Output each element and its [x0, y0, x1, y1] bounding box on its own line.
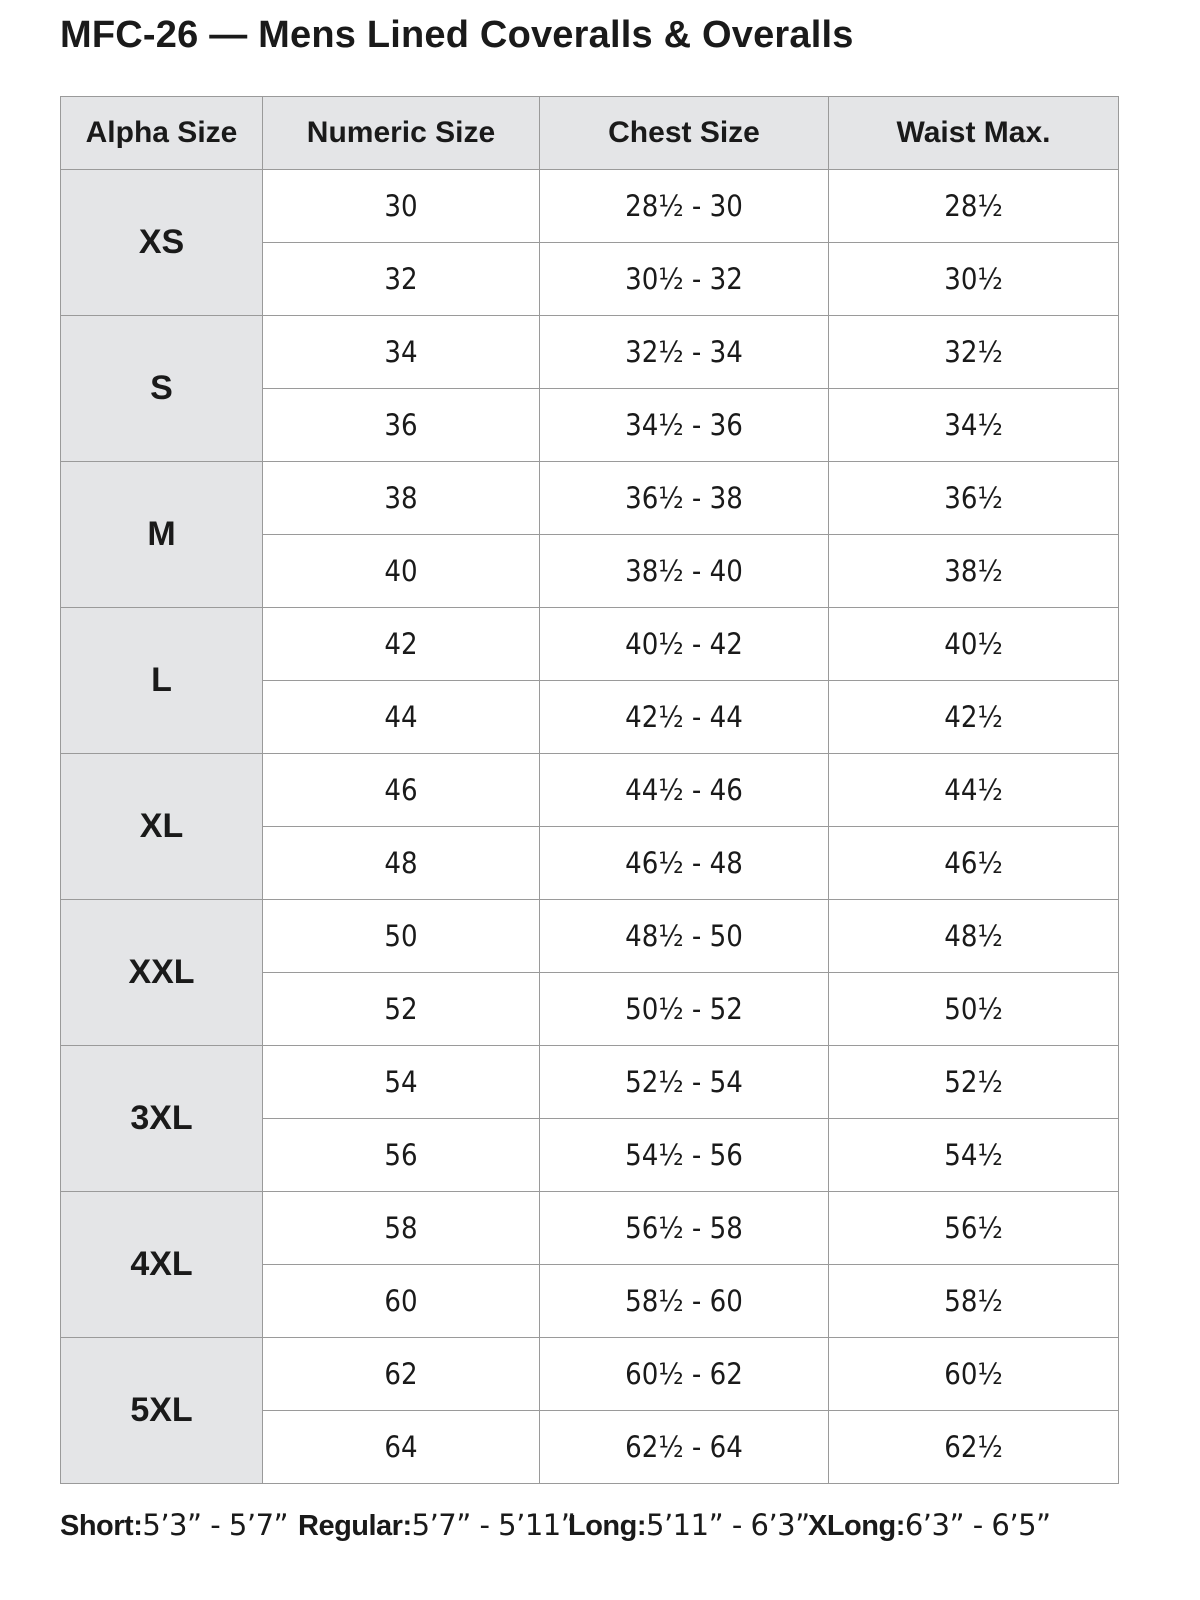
- numeric-size-cell: 38: [263, 462, 540, 535]
- numeric-size-cell: 56: [263, 1119, 540, 1192]
- alpha-size-cell: XXL: [61, 900, 263, 1046]
- chest-size-cell: 30½ - 32: [540, 243, 829, 316]
- chest-size-cell: 46½ - 48: [540, 827, 829, 900]
- table-row: [61, 170, 1119, 243]
- waist-max-cell: 56½: [829, 1192, 1119, 1265]
- table-row: [61, 754, 1119, 827]
- chest-size-cell: 58½ - 60: [540, 1265, 829, 1338]
- chest-size-cell: 36½ - 38: [540, 462, 829, 535]
- length-value: 5’7” - 5’11”: [411, 1508, 576, 1542]
- waist-max-cell: 34½: [829, 389, 1119, 462]
- numeric-size-cell: 44: [263, 681, 540, 754]
- chest-size-cell: 32½ - 34: [540, 316, 829, 389]
- waist-max-cell: 28½: [829, 170, 1119, 243]
- numeric-size-cell: 32: [263, 243, 540, 316]
- numeric-size-cell: 48: [263, 827, 540, 900]
- alpha-size-cell: M: [61, 462, 263, 608]
- waist-max-cell: 46½: [829, 827, 1119, 900]
- length-short: [60, 1508, 288, 1543]
- alpha-size-cell: L: [61, 608, 263, 754]
- numeric-size-cell: 36: [263, 389, 540, 462]
- chest-size-cell: 34½ - 36: [540, 389, 829, 462]
- size-chart-table: [60, 96, 1119, 1484]
- waist-max-cell: 48½: [829, 900, 1119, 973]
- header-waist-max: Waist Max.: [829, 97, 1119, 170]
- chest-size-cell: 48½ - 50: [540, 900, 829, 973]
- waist-max-cell: 42½: [829, 681, 1119, 754]
- length-long: [568, 1508, 810, 1543]
- alpha-size-cell: 4XL: [61, 1192, 263, 1338]
- numeric-size-cell: 52: [263, 973, 540, 1046]
- table-row: [61, 316, 1119, 389]
- table-row: [61, 900, 1119, 973]
- numeric-size-cell: 30: [263, 170, 540, 243]
- length-label: Regular:: [298, 1510, 412, 1542]
- length-value: 5’11” - 6’3”: [646, 1508, 810, 1542]
- table-body: [61, 170, 1119, 1484]
- waist-max-cell: 50½: [829, 973, 1119, 1046]
- header-alpha-size: Alpha Size: [61, 97, 263, 170]
- numeric-size-cell: 64: [263, 1411, 540, 1484]
- table-row: [61, 608, 1119, 681]
- alpha-size-cell: 3XL: [61, 1046, 263, 1192]
- waist-max-cell: 38½: [829, 535, 1119, 608]
- waist-max-cell: 52½: [829, 1046, 1119, 1119]
- chest-size-cell: 50½ - 52: [540, 973, 829, 1046]
- waist-max-cell: 54½: [829, 1119, 1119, 1192]
- chest-size-cell: 28½ - 30: [540, 170, 829, 243]
- alpha-size-cell: S: [61, 316, 263, 462]
- chest-size-cell: 44½ - 46: [540, 754, 829, 827]
- waist-max-cell: 30½: [829, 243, 1119, 316]
- waist-max-cell: 36½: [829, 462, 1119, 535]
- waist-max-cell: 58½: [829, 1265, 1119, 1338]
- chest-size-cell: 52½ - 54: [540, 1046, 829, 1119]
- chest-size-cell: 54½ - 56: [540, 1119, 829, 1192]
- header-chest-size: Chest Size: [540, 97, 829, 170]
- numeric-size-cell: 62: [263, 1338, 540, 1411]
- numeric-size-cell: 60: [263, 1265, 540, 1338]
- length-legend: [60, 1508, 1118, 1552]
- alpha-size-cell: XL: [61, 754, 263, 900]
- numeric-size-cell: 58: [263, 1192, 540, 1265]
- table-row: [61, 1046, 1119, 1119]
- header-numeric-size: Numeric Size: [263, 97, 540, 170]
- waist-max-cell: 60½: [829, 1338, 1119, 1411]
- waist-max-cell: 32½: [829, 316, 1119, 389]
- waist-max-cell: 44½: [829, 754, 1119, 827]
- numeric-size-cell: 42: [263, 608, 540, 681]
- length-xlong: [808, 1508, 1051, 1543]
- numeric-size-cell: 50: [263, 900, 540, 973]
- table-row: [61, 1192, 1119, 1265]
- chest-size-cell: 56½ - 58: [540, 1192, 829, 1265]
- alpha-size-cell: 5XL: [61, 1338, 263, 1484]
- numeric-size-cell: 40: [263, 535, 540, 608]
- chest-size-cell: 42½ - 44: [540, 681, 829, 754]
- waist-max-cell: 40½: [829, 608, 1119, 681]
- page-title: MFC-26 — Mens Lined Coveralls & Overalls: [60, 14, 854, 56]
- alpha-size-cell: XS: [61, 170, 263, 316]
- length-label: Short:: [60, 1510, 143, 1542]
- length-value: 5’3” - 5’7”: [142, 1508, 289, 1542]
- length-regular: [298, 1508, 575, 1543]
- chest-size-cell: 40½ - 42: [540, 608, 829, 681]
- length-label: XLong:: [808, 1510, 905, 1542]
- waist-max-cell: 62½: [829, 1411, 1119, 1484]
- table-row: [61, 1338, 1119, 1411]
- header-row: [61, 97, 1119, 170]
- numeric-size-cell: 54: [263, 1046, 540, 1119]
- numeric-size-cell: 34: [263, 316, 540, 389]
- table-row: [61, 462, 1119, 535]
- table-header: [61, 97, 1119, 170]
- length-value: 6’3” - 6’5”: [904, 1508, 1051, 1542]
- chest-size-cell: 38½ - 40: [540, 535, 829, 608]
- chest-size-cell: 60½ - 62: [540, 1338, 829, 1411]
- numeric-size-cell: 46: [263, 754, 540, 827]
- chest-size-cell: 62½ - 64: [540, 1411, 829, 1484]
- length-label: Long:: [568, 1510, 647, 1542]
